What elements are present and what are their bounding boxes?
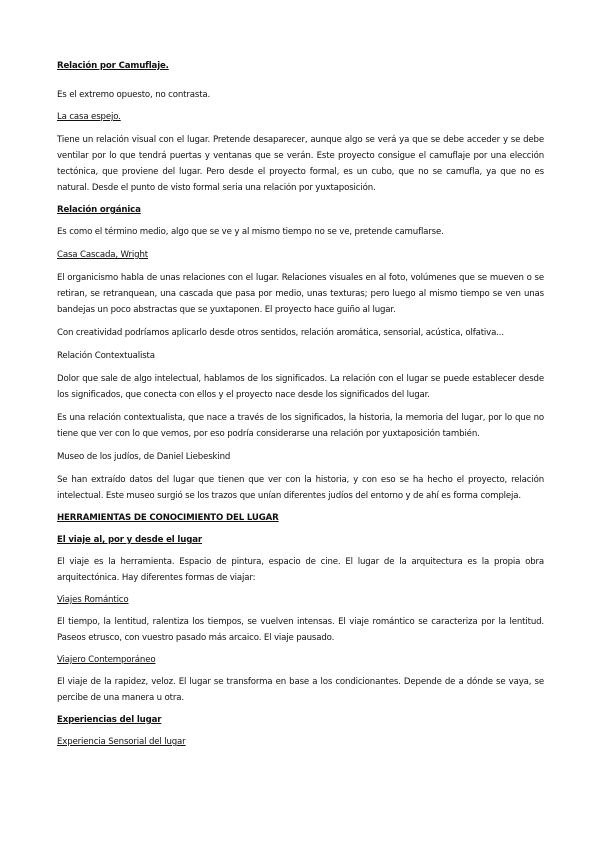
heading-viaje: El viaje al, por y desde el lugar xyxy=(57,535,202,545)
paragraph-camuflaje: Es el extremo opuesto, no contrasta. xyxy=(57,90,211,100)
paragraph-contemporaneo: El viaje de la rapidez, veloz. El lugar se transforma en base a los condicionantes. Depende de a dónde se vaya, se percibe de una manera u otra. xyxy=(57,677,544,703)
paragraph-contextualista: Es una relación contextualista, que nace a través de los significados, la historia, la memoria del lugar, por lo que no tiene que ver con lo que vemos, por eso podría considerarse una relación por yuxtaposición también. xyxy=(57,413,544,439)
paragraph-museo: Se han extraído datos del lugar que tienen que ver con la historia, y con eso se ha hecho el proyecto, relación intelectual. Este museo surgió se los trazos que unían diferentes judíos del entorno y de ahí es forma compleja. xyxy=(57,475,544,501)
heading-organica: Relación orgánica xyxy=(57,205,141,215)
heading-experiencias: Experiencias del lugar xyxy=(57,715,162,725)
heading-herramientas: HERRAMIENTAS DE CONOCIMIENTO DEL LUGAR xyxy=(57,513,279,523)
paragraph-dolor: Dolor que sale de algo intelectual, hablamos de los significados. La relación con el lugar se puede establecer desde los significados, que conecta con ellos y el proyecto nace desde los significados del lugar. xyxy=(57,374,544,400)
subheading-museo: Museo de los judíos, de Daniel Liebeskind xyxy=(57,452,231,462)
heading-camuflaje: Relación por Camuflaje. xyxy=(57,61,169,71)
paragraph-organica: Es como el término medio, algo que se ve y al mismo tiempo no se ve, pretende camuflarse. xyxy=(57,227,444,237)
paragraph-viaje: El viaje es la herramienta. Espacio de pintura, espacio de cine. El lugar de la arquitectura es la propia obra arquitectónica. Hay diferentes formas de viajar: xyxy=(57,557,544,583)
paragraph-romantico: El tiempo, la lentitud, ralentiza los tiempos, se vuelven intensas. El viaje romántico se caracteriza por la lentitud. Paseos etrusco, con vuestro pasado más arcaico. El viaje pausado. xyxy=(57,617,544,643)
paragraph-creatividad: Con creatividad podríamos aplicarlo desde otros sentidos, relación aromática, sensorial, acústica, olfativa... xyxy=(57,328,504,338)
subheading-sensorial: Experiencia Sensorial del lugar xyxy=(57,737,186,747)
paragraph-casa-espejo: Tiene un relación visual con el lugar. Pretende desaparecer, aunque algo se verá ya que se debe acceder y se debe ventilar por lo que tendrá puertas y ventanas que se verán. Este proyecto consigue el camuflaje por una elección tectónica, que proviene del lugar. Pero desde el proyecto formal, es un cubo, que no se camufla, ya que no es natural. Desde el punto de visto formal seria una relación por yuxtaposición. xyxy=(57,135,544,193)
subheading-casa-espejo: La casa espejo. xyxy=(57,112,121,122)
subheading-contextualista: Relación Contextualista xyxy=(57,351,155,361)
paragraph-organicismo: El organicismo habla de unas relaciones con el lugar. Relaciones visuales en al foto, volúmenes que se mueven o se retiran, se retranquean, una cascada que pasa por medio, unas texturas; pero luego al mismo tiempo se ven unas bandejas un poco abstractas que se yuxtaponen. El proyecto hace guiño al lugar. xyxy=(57,273,544,315)
subheading-romantico: Viajes Romántico xyxy=(57,595,129,605)
subheading-casa-cascada: Casa Cascada, Wright xyxy=(57,250,148,260)
subheading-contemporaneo: Viajero Contemporáneo xyxy=(57,655,156,665)
